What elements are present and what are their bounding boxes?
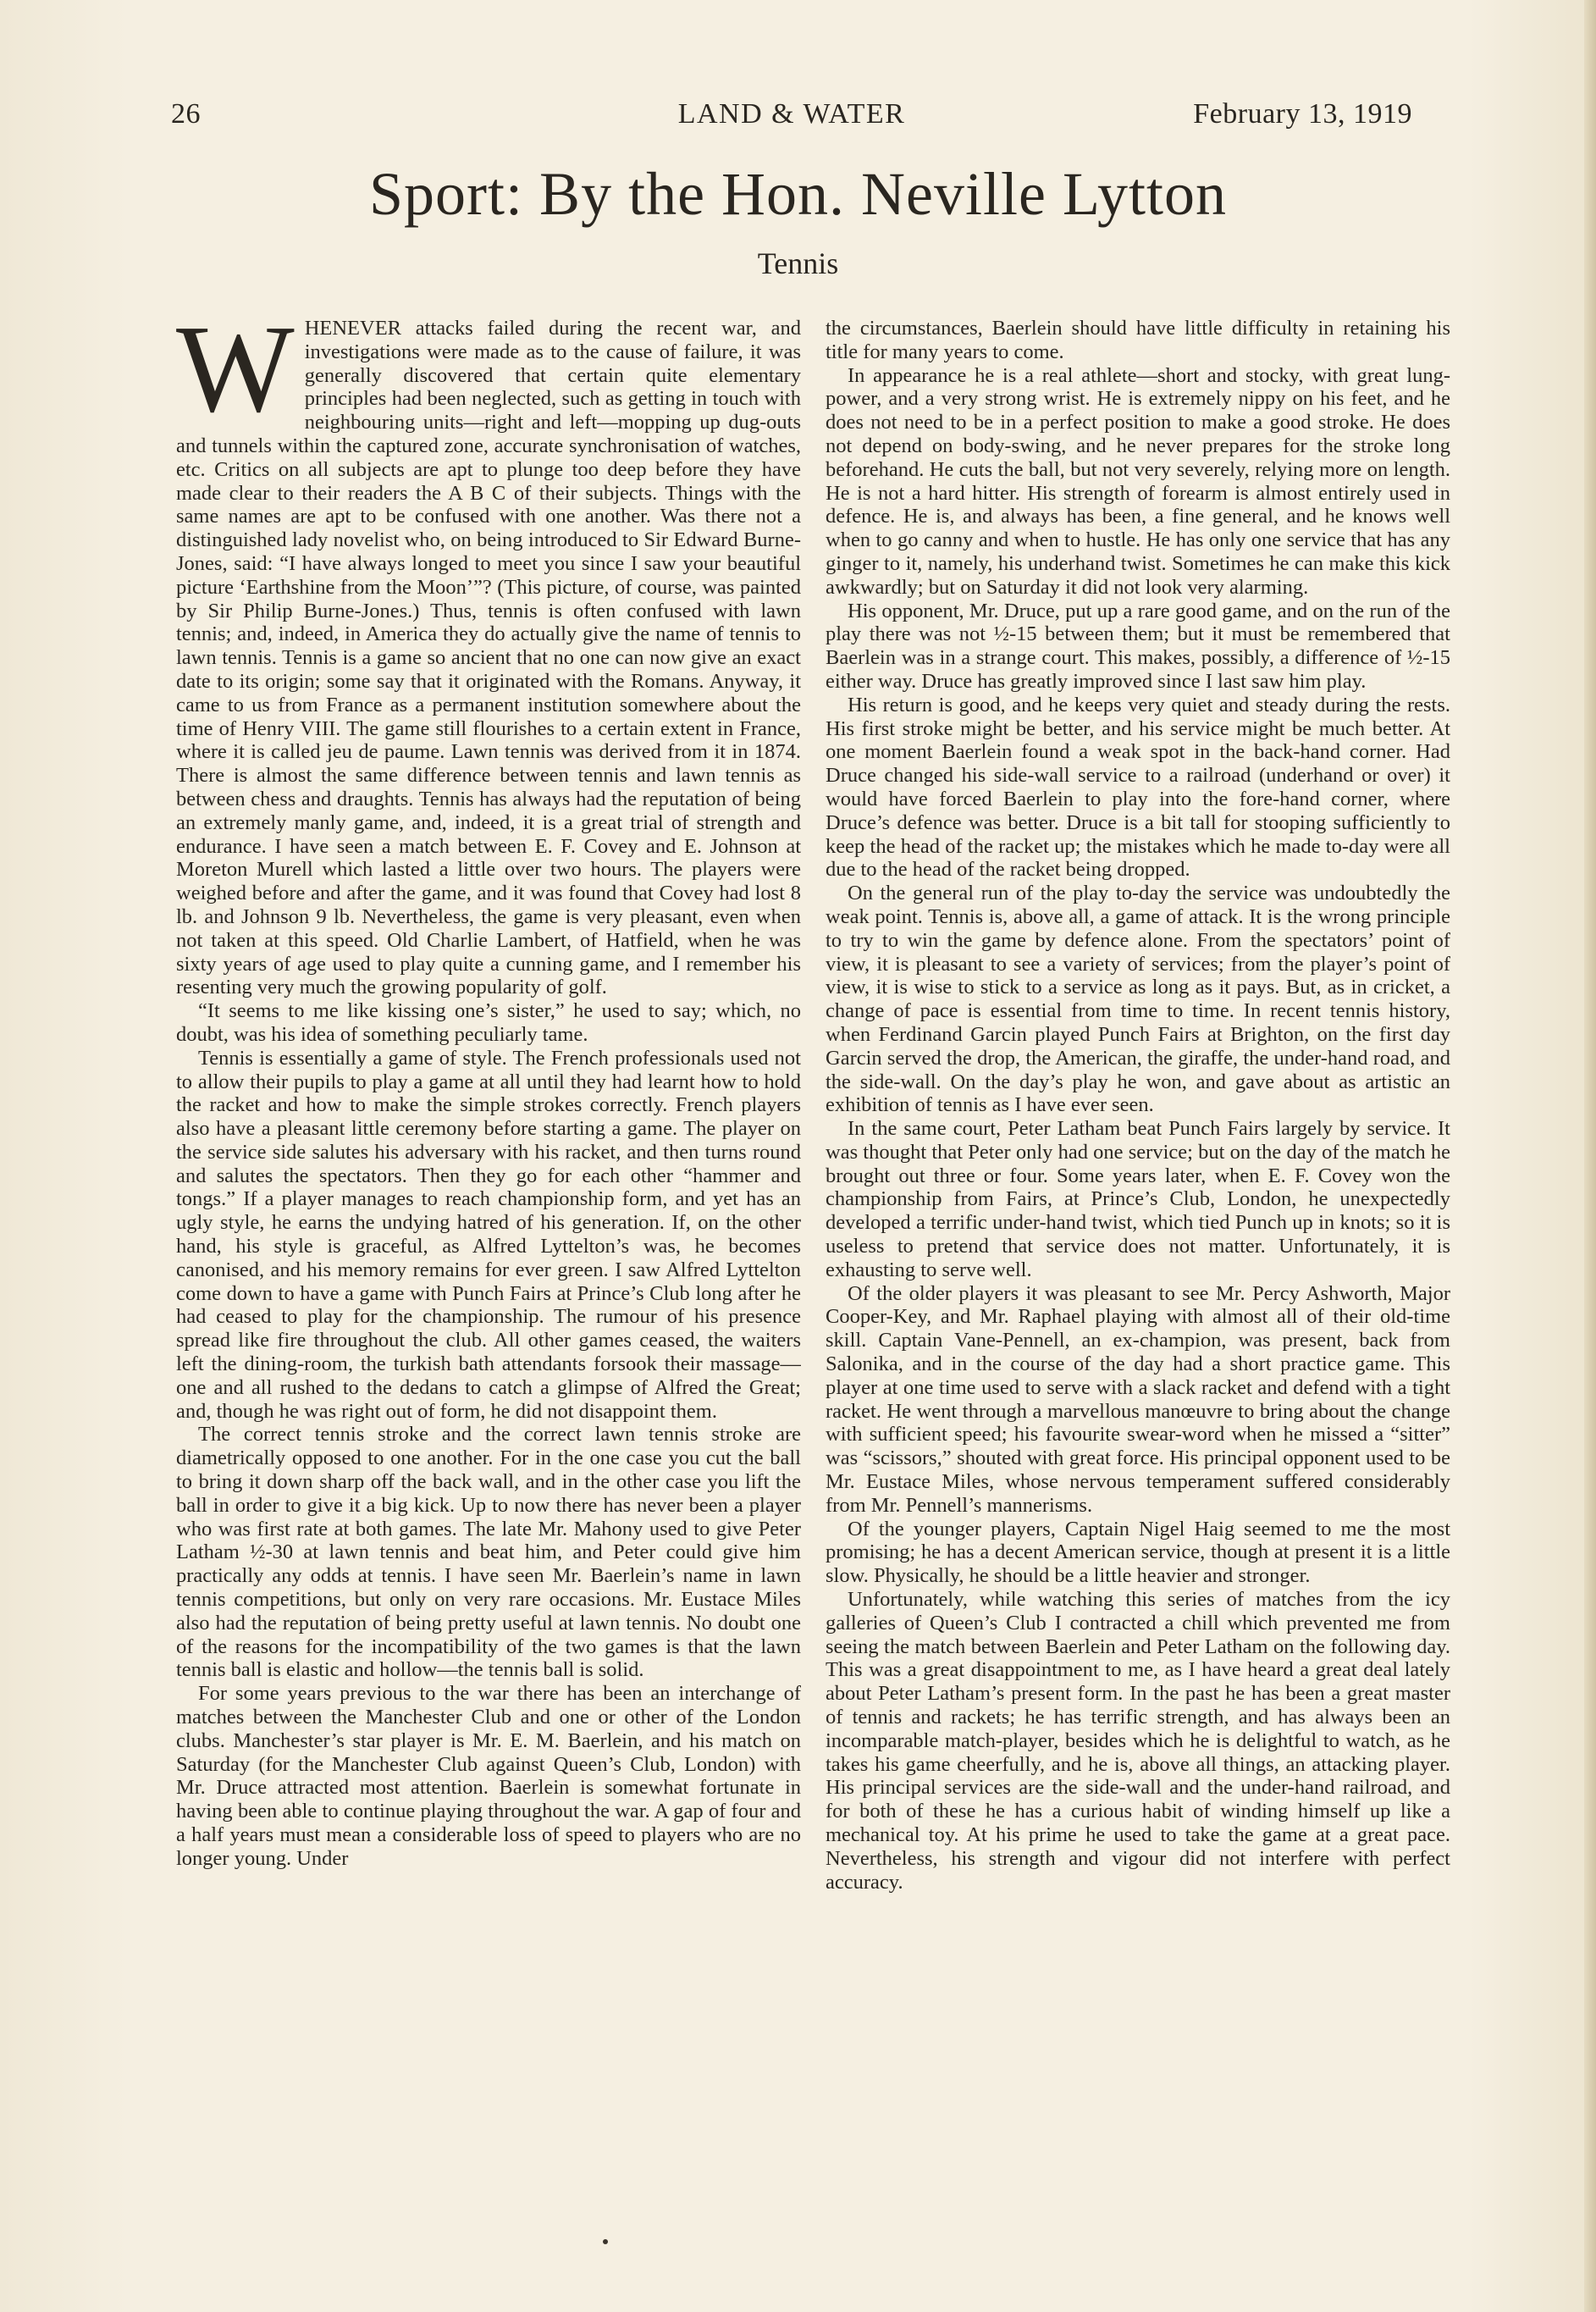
paragraph: Unfortunately, while watching this series of matches from the icy galleries of Queen’s Club I contracted a chill which prevented me from seeing the match between Baerlein and Peter Latham on the following day. This was a great disappointment to me, as I have heard a great deal lately about Peter Latham’s present form. In the past he has been a great master of tennis and rackets; he has terrific strength, and has always been an incomparable match-player, besides which he is delightful to watch, as he takes his game cheerfully, and he is, above all things, an attacking player. His principal services are the side-wall and the under-hand railroad, and for both of these he has a curious habit of winding himself up like a mechanical toy. At his prime he used to take the game at a great pace. Nevertheless, his strength and vigour did not interfere with perfect accuracy. xyxy=(826,1588,1450,1894)
left-column xyxy=(176,317,801,2226)
paragraph: His return is good, and he keeps very quiet and steady during the rests. His first stroke might be better, and his service might be much better. At one moment Baerlein found a weak spot in the back-hand corner. Had Druce changed his side-wall service to a railroad (underhand or over) it would have forced Baerlein to play into the fore-hand corner, where Druce’s defence was better. Druce is a bit tall for stooping sufficiently to keep the head of the racket up; the mistakes which he made to-day were all due to the head of the racket being dropped. xyxy=(826,693,1450,882)
right-column xyxy=(826,317,1450,2226)
paragraph: In the same court, Peter Latham beat Punch Fairs largely by service. It was thought that Peter only had one service; but on the day of the match he brought out three or four. Some years later, when E. F. Covey won the championship from Fairs, at Prince’s Club, London, he unexpectedly developed a terrific under-hand twist, which tied Punch up in knots; so it is useless to pretend that service does not matter. Unfortunately, it is exhausting to serve well. xyxy=(826,1117,1450,1281)
first-paragraph xyxy=(176,317,801,999)
article-subtitle: Tennis xyxy=(757,246,839,280)
paragraph: His opponent, Mr. Druce, put up a rare good game, and on the run of the play there was not ½-15 between them; but it must be remembered that Baerlein was in a strange court. This makes, possibly, a difference of ½-15 either way. Druce has greatly improved since I last saw him play. xyxy=(826,599,1450,693)
running-header xyxy=(171,91,1412,142)
magazine-title: LAND & WATER xyxy=(677,98,906,130)
page-number: 26 xyxy=(171,98,201,130)
paragraph: In appearance he is a real athlete—short and stocky, with great lung-power, and a very strong wrist. He is extremely nippy on his feet, and he does not need to be in a perfect position to make a good stroke. He does not depend on body-swing, and he never prepares for the stroke long beforehand. He cuts the ball, but not very severely, relying more on length. He is not a hard hitter. His strength of forearm is almost entirely used in defence. He is, and always has been, a fine general, and he knows well when to go canny and when to hustle. He has only one service that has any ginger to it, namely, his underhand twist. Sometimes he can make this kick awkwardly; but on Saturday it did not look very alarming. xyxy=(826,363,1450,599)
paragraph: Of the older players it was pleasant to see Mr. Percy Ashworth, Major Cooper-Key, and Mr. Raphael playing with almost all of their old-time skill. Captain Vane-Pennell, an ex-champion, was present, back from Salonika, and in the course of the day had a short practice game. This player at one time used to serve with a slack racket and defend with a tight racket. He went through a marvellous manœuvre to bring about the change with sufficient speed; his favourite swear-word when he missed a “sitter” was “scissors,” shouted with great force. His principal opponent used to be Mr. Eustace Miles, whose nervous temperament suffered considerably from Mr. Pennell’s mannerisms. xyxy=(826,1281,1450,1517)
article-title: Sport: By the Hon. Neville Lytton xyxy=(369,160,1227,228)
page-edge-shadow xyxy=(1584,0,1596,2312)
paragraph-continued: the circumstances, Baerlein should have little difficulty in retaining his title for many years to come. xyxy=(826,317,1450,363)
paragraph: “It seems to me like kissing one’s sister,” he used to say; which, no doubt, was his idea of something peculiarly tame. xyxy=(176,999,801,1046)
paragraph: On the general run of the play to-day the service was undoubtedly the weak point. Tennis is, above all, a game of attack. It is the wrong principle to try to win the game by defence alone. From the spectators’ point of view, it is pleasant to see a variety of services; from the player’s point of view, it is wise to stick to a service as long as it pays. But, as in cricket, a change of pace is essential from time to time. In recent tennis history, when Ferdinand Garcin played Punch Fairs at Brighton, on the first day Garcin served the drop, the American, the giraffe, the under-hand road, and the side-wall. On the day’s play he won, and gave about as artistic an exhibition of tennis as I have ever seen. xyxy=(826,882,1450,1117)
issue-date: February 13, 1919 xyxy=(1193,98,1412,130)
paragraph: Of the younger players, Captain Nigel Haig seemed to me the most promising; he has a decent American service, though at present it is a little slow. Physically, he should be a little heavier and stronger. xyxy=(826,1517,1450,1588)
paragraph: For some years previous to the war there has been an interchange of matches between the Manchester Club and one or other of the London clubs. Manchester’s star player is Mr. E. M. Baerlein, and his match on Saturday (for the Manchester Club against Queen’s Club, London) with Mr. Druce attracted most attention. Baerlein is somewhat fortunate in having been able to continue playing throughout the war. A gap of four and a half years must mean a considerable loss of speed to players who are no longer young. Under xyxy=(176,1682,801,1870)
paragraph: Tennis is essentially a game of style. The French professionals used not to allow their pupils to play a game at all until they had learnt how to hold the racket and how to make the simple strokes correctly. French players also have a pleasant little ceremony before starting a game. The player on the service side salutes his adversary with his racket, and then turns round and salutes the spectators. Then they go for each other “hammer and tongs.” If a player manages to reach championship form, and yet has an ugly style, he earns the undying hatred of his generation. If, on the other hand, his style is graceful, as Alfred Lyttelton’s was, he becomes canonised, and his memory remains for ever green. I saw Alfred Lyttelton come down to have a game with Punch Fairs at Prince’s Club long after he had ceased to play for the championship. The rumour of his presence spread like fire throughout the club. All other games ceased, the waiters left the dining-room, the turkish bath attendants forsook their massage—one and all rushed to the dedans to catch a glimpse of Alfred the Great; and, though he was right out of form, he did not disappoint them. xyxy=(176,1046,801,1423)
drop-cap: W xyxy=(176,317,295,439)
first-paragraph-text: HENEVER attacks failed during the recent war, and investigations were made as to the cause of failure, it was generally discovered that certain quite elementary principles had been neglected, such as getting in touch with neighbouring units—right and left—mopping up dug-outs and tunnels within the captured zone, accurate synchronisation of watches, etc. Critics on all subjects are apt to plunge too deep before they have made clear to their readers the A B C of their subjects. Things with the same names are apt to be confused with one another. Was there not a distinguished lady novelist who, on being introduced to Sir Edward Burne-Jones, said: “I have always longed to meet you since I saw your beautiful picture ‘Earthshine from the Moon’”? (This picture, of course, was painted by Sir Philip Burne-Jones.) Thus, tennis is often confused with lawn tennis; and, indeed, in America they do actually give the name of tennis to lawn tennis. Tennis is a game so ancient that no one can now give an exact date to its origin; some say that it originated with the Romans. Anyway, it came to us from France as a permanent institution somewhere about the time of Henry VIII. The game still flourishes to a certain extent in France, where it is called jeu de paume. Lawn tennis was derived from it in 1874. There is almost the same difference between tennis and lawn tennis as between chess and draughts. Tennis has always had the reputation of being an extremely manly game, and, indeed, it is a great trial of strength and endurance. I have seen a match between E. F. Covey and E. Johnson at Moreton Murell which lasted a little over two hours. The players were weighed before and after the game, and it was found that Covey had lost 8 lb. and Johnson 9 lb. Nevertheless, the game is very pleasant, even when not taken at this speed. Old Charlie Lambert, of Hatfield, when he was sixty years of age used to play quite a cunning game, and I remember his resenting very much the growing popularity of golf. xyxy=(176,317,801,999)
paragraph: The correct tennis stroke and the correct lawn tennis stroke are diametrically opposed to one another. For in the one case you cut the ball to bring it down sharp off the back wall, and in the other case you lift the ball in order to give it a big kick. Up to now there has never been a player who was first rate at both games. The late Mr. Mahony used to give Peter Latham ½-30 at lawn tennis and beat him, and Peter could give him practically any odds at tennis. I have seen Mr. Baerlein’s name in lawn tennis competitions, but only on very rare occasions. Mr. Eustace Miles also had the reputation of being pretty useful at lawn tennis. No doubt one of the reasons for the incompatibility of the two games is that the lawn tennis ball is elastic and hollow—the tennis ball is solid. xyxy=(176,1423,801,1682)
footer-dot xyxy=(603,2239,608,2244)
